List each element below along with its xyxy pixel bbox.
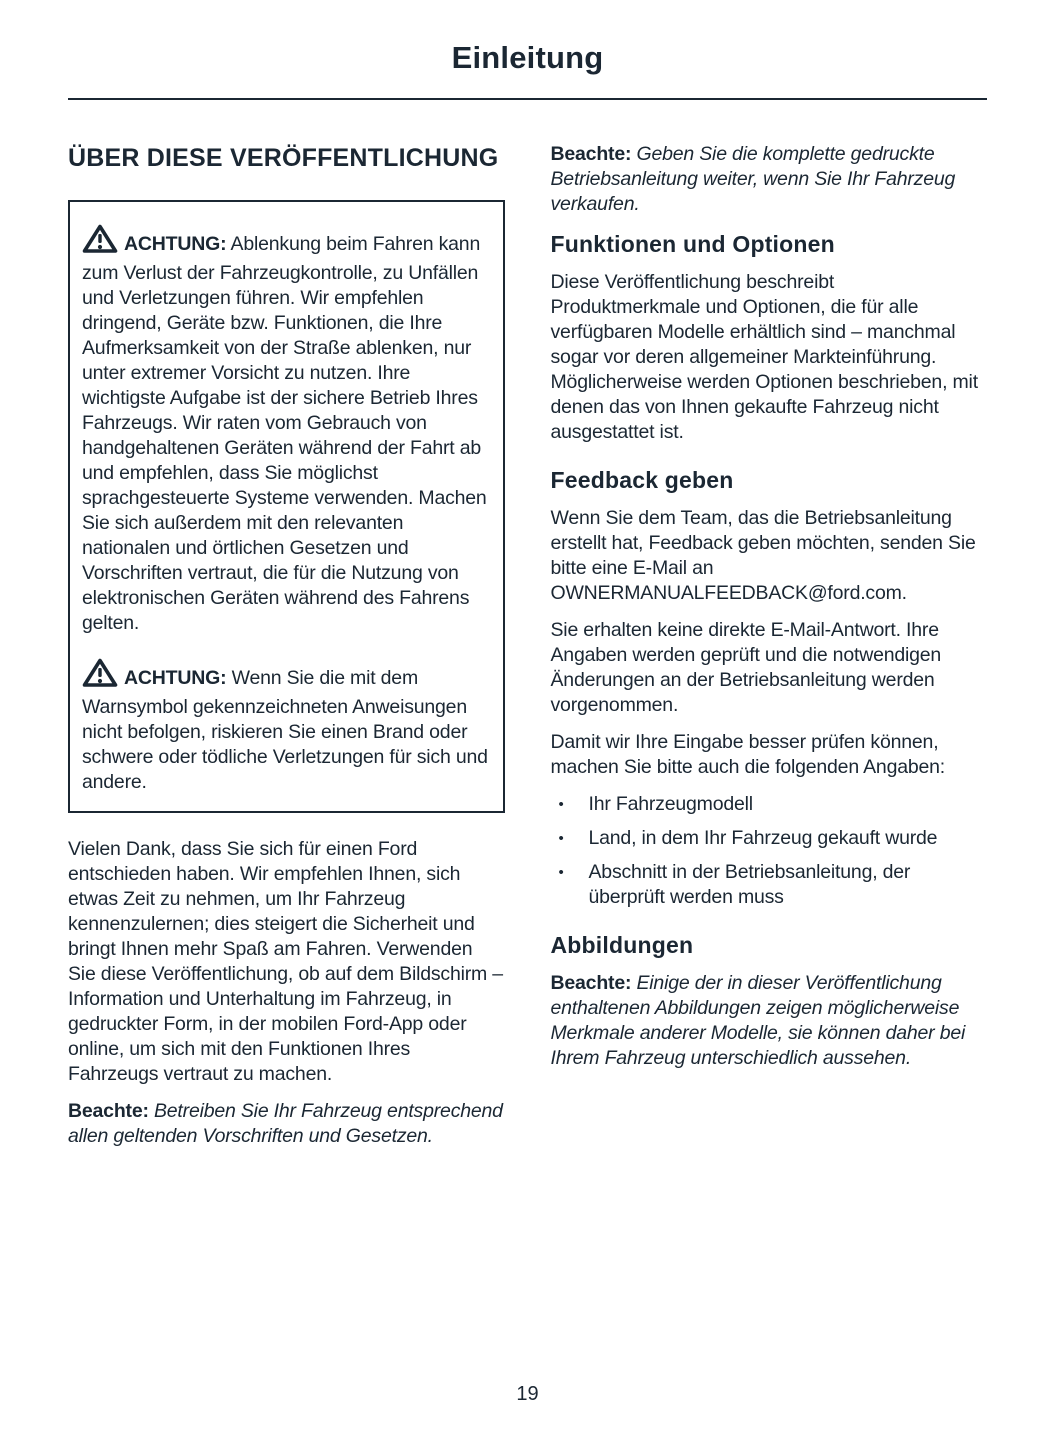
feedback-bullet-list xyxy=(551,792,988,910)
warning-triangle-icon xyxy=(82,658,118,695)
page-number: 19 xyxy=(516,1383,539,1405)
warning-prefix: ACHTUNG: xyxy=(124,667,227,689)
features-paragraph: Diese Veröffentlichung beschreibt Produktmerkmale und Optionen, die für alle verfügbaren Modelle erhältlich sind – manchmal sogar vor deren allgemeiner Markteinführung. Möglicherweise werden Optionen beschrieben, mit denen das von Ihnen gekaufte Fahrzeug nicht ausgestattet ist. xyxy=(550,271,978,443)
warning-text: Wenn Sie die mit dem Warnsymbol gekennzeichneten Anweisungen nicht befolgen, riskieren Sie einen Brand oder schwere oder tödliche Verletzungen für sich und andere. xyxy=(82,667,488,793)
note-prefix: Beachte: xyxy=(550,143,632,165)
feedback-paragraph: Wenn Sie dem Team, das die Betriebsanleitung erstellt hat, Feedback geben möchten, senden Sie bitte eine E-Mail an OWNERMANUALFEEDBACK@ford.com. xyxy=(550,507,976,604)
section-heading-illustrations: Abbildungen xyxy=(550,932,694,958)
page-title: Einleitung xyxy=(451,40,604,75)
content-columns xyxy=(68,142,987,1161)
warning-prefix: ACHTUNG: xyxy=(124,233,227,255)
title-divider xyxy=(68,98,987,100)
warning-text: Ablenkung beim Fahren kann zum Verlust der Fahrzeugkontrolle, zu Unfällen und Verletzungen führen. Wir empfehlen dringend, Geräte bzw. Funktionen, die Ihre Aufmerksamkeit von der Straße ablenken, nur unter extremer Vorsicht zu nutzen. Ihre wichtigste Aufgabe ist der sichere Betrieb Ihres Fahrzeugs. Wir raten vom Gebrauch von handgehaltenen Geräten während der Fahrt ab und empfehlen, dass Sie möglichst sprachgesteuerte Systeme verwenden. Machen Sie sich außerdem mit den relevanten nationalen und örtlichen Gesetzen und Vorschriften vertraut, die für die Nutzung von elektronischen Geräten während des Fahrens gelten. xyxy=(82,233,487,634)
right-column xyxy=(551,142,988,1161)
warning-triangle-icon xyxy=(82,224,118,261)
note-text: Betreiben Sie Ihr Fahrzeug entsprechend allen geltenden Vorschriften und Gesetzen. xyxy=(68,1100,503,1147)
warning-paragraph xyxy=(82,224,491,636)
note-paragraph xyxy=(551,142,988,217)
section-heading-feedback: Feedback geben xyxy=(550,467,734,493)
left-column xyxy=(68,142,505,1161)
note-paragraph xyxy=(551,971,988,1071)
note-prefix: Beachte: xyxy=(550,972,632,994)
section-heading-features: Funktionen und Optionen xyxy=(550,231,835,257)
list-item: • Ihr Fahrzeugmodell xyxy=(551,792,988,817)
feedback-paragraph: Damit wir Ihre Eingabe besser prüfen können, machen Sie bitte auch die folgenden Angaben: xyxy=(550,731,946,778)
note-prefix: Beachte: xyxy=(68,1100,149,1122)
intro-paragraph: Vielen Dank, dass Sie sich für einen Ford entschieden haben. Wir empfehlen Ihnen, sich etwas Zeit zu nehmen, um Ihr Fahrzeug kennenzulernen; dies steigert die Sicherheit und bringt Ihnen mehr Spaß am Fahren. Verwenden Sie diese Veröffentlichung, ob auf dem Bildschirm – Information und Unterhaltung im Fahrzeug, in gedruckter Form, in der mobilen Ford-App oder online, um sich mit den Funktionen Ihres Fahrzeugs vertraut zu machen. xyxy=(68,838,503,1085)
note-text: Einige der in dieser Veröffentlichung enthaltenen Abbildungen zeigen möglicherweise Merkmale anderer Modelle, sie können daher bei Ihrem Fahrzeug unterschiedlich aussehen. xyxy=(550,972,966,1069)
list-item: • Land, in dem Ihr Fahrzeug gekauft wurde xyxy=(551,826,988,851)
warning-box xyxy=(68,200,505,813)
warning-paragraph xyxy=(82,658,491,795)
feedback-paragraph: Sie erhalten keine direkte E-Mail-Antwort. Ihre Angaben werden geprüft und die notwendigen Änderungen an der Betriebsanleitung werden vorgenommen. xyxy=(550,619,942,716)
section-heading-about: ÜBER DIESE VERÖFFENTLICHUNG xyxy=(68,144,499,172)
list-item: • Abschnitt in der Betriebsanleitung, der überprüft werden muss xyxy=(551,860,988,910)
note-paragraph xyxy=(68,1099,505,1149)
note-text: Geben Sie die komplette gedruckte Betriebsanleitung weiter, wenn Sie Ihr Fahrzeug verkaufen. xyxy=(550,143,956,215)
